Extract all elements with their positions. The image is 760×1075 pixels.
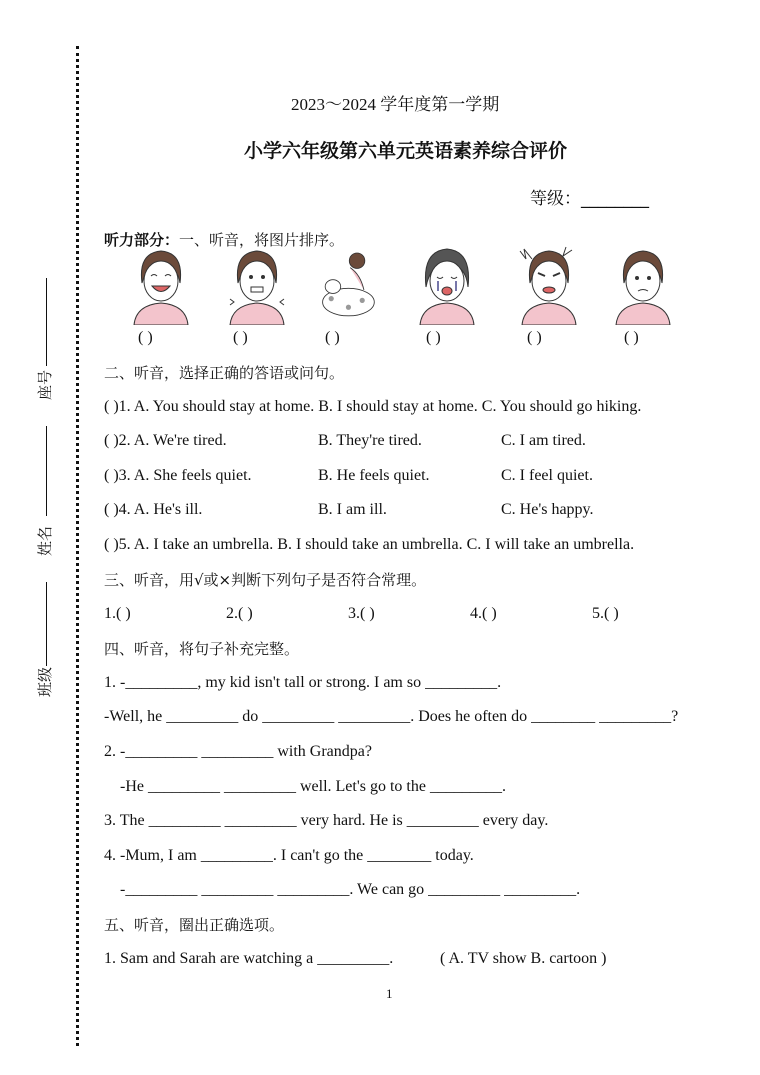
question-3-option-b: B. He feels quiet. [318,467,430,484]
judge-item-1[interactable]: 1.( ) [104,605,131,622]
question-1: ( )1. A. You should stay at home. B. I should stay at home. C. You should go hiking. [104,398,642,415]
term-heading: 2023～2024 学年度第一学期 [291,95,500,114]
section2-title: 二、听音，选择正确的答语或问句。 [104,364,345,382]
page-number: 1 [386,986,393,1001]
angry-girl-picture [518,243,580,325]
circle-question-1-options[interactable]: ( A. TV show B. cartoon ) [440,950,607,967]
judge-item-3[interactable]: 3.( ) [348,605,375,622]
picture-blank-3[interactable]: ( ) [325,329,340,346]
page-title: 小学六年级第六单元英语素养综合评价 [244,140,568,162]
fill-line-3: 2. -_________ _________ with Grandpa? [104,743,372,760]
seat-field[interactable] [46,278,47,366]
class-field[interactable] [46,582,47,666]
fill-line-1: 1. -_________, my kid isn't tall or strong. I am so _________. [104,674,502,691]
picture-blank-1[interactable]: ( ) [138,329,153,346]
picture-blank-5[interactable]: ( ) [527,329,542,346]
name-field[interactable] [46,426,47,516]
picture-blank-2[interactable]: ( ) [233,329,248,346]
judge-item-4[interactable]: 4.( ) [470,605,497,622]
crying-woman-picture [416,243,478,325]
class-label: 班级 [36,666,54,697]
name-label: 姓名 [36,525,54,556]
picture-blank-4[interactable]: ( ) [426,329,441,346]
question-2-option-c: C. I am tired. [501,432,586,449]
grade-field[interactable]: 等级：________ [530,189,649,209]
judge-item-2[interactable]: 2.( ) [226,605,253,622]
question-3: ( )3. A. She feels quiet. [104,467,252,484]
circle-question-1: 1. Sam and Sarah are watching a _________. [104,950,394,967]
question-4-option-c: C. He's happy. [501,501,594,518]
question-4: ( )4. A. He's ill. [104,501,203,518]
binding-dotted-line [76,46,79,1046]
section1-title: 一、听音，将图片排序。 [179,231,345,249]
question-2: ( )2. A. We're tired. [104,432,227,449]
section5-title: 五、听音，圈出正确选项。 [104,916,285,934]
sick-boy-picture [314,243,376,325]
fill-line-5: 3. The _________ _________ very hard. He is _________ every day. [104,812,549,829]
fill-line-2: -Well, he _________ do _________ _________. Does he often do ________ _________? [104,708,679,725]
listening-part-label: 听力部分： [104,231,180,249]
section3-title: 三、听音，用√或×判断下列句子是否符合常理。 [104,571,427,589]
shivering-girl-picture [226,243,288,325]
fill-line-4: -He _________ _________ well. Let's go to the _________. [120,778,506,795]
fill-line-7: -_________ _________ _________. We can go _________ _________. [120,881,581,898]
question-4-option-b: B. I am ill. [318,501,387,518]
laughing-girl-picture [130,243,192,325]
question-3-option-c: C. I feel quiet. [501,467,593,484]
question-2-option-b: B. They're tired. [318,432,422,449]
judge-item-5[interactable]: 5.( ) [592,605,619,622]
fill-line-6: 4. -Mum, I am _________. I can't go the ________ today. [104,847,474,864]
worried-girl-picture [612,243,674,325]
picture-blank-6[interactable]: ( ) [624,329,639,346]
seat-label: 座号 [36,369,54,400]
section4-title: 四、听音，将句子补充完整。 [104,640,300,658]
question-5: ( )5. A. I take an umbrella. B. I should take an umbrella. C. I will take an umbrella. [104,536,635,553]
